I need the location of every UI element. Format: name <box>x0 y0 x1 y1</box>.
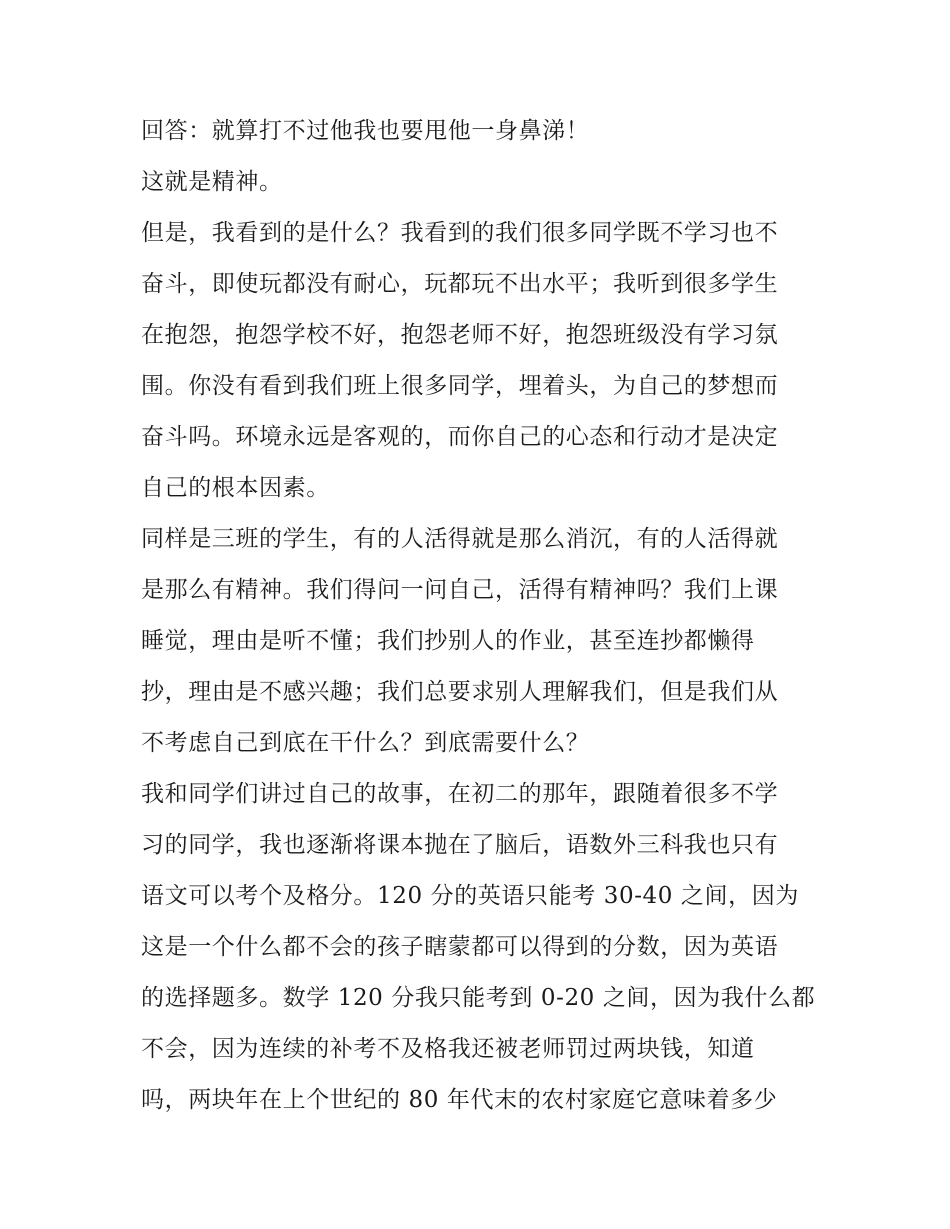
text-line: 吗，两块年在上个世纪的 80 年代末的农村家庭它意味着多少 <box>141 1087 778 1113</box>
text-line: 自己的根本因素。 <box>141 475 330 501</box>
text-line: 回答：就算打不过他我也要甩他一身鼻涕！ <box>141 118 590 144</box>
text-line: 睡觉，理由是听不懂；我们抄别人的作业，甚至连抄都懒得 <box>141 628 755 654</box>
text-line: 习的同学，我也逐渐将课本抛在了脑后，语数外三科我也只有 <box>141 832 779 858</box>
text-line: 语文可以考个及格分。120 分的英语只能考 30-40 之间，因为 <box>141 883 799 909</box>
text-line: 在抱怨，抱怨学校不好，抱怨老师不好，抱怨班级没有学习氛 <box>141 322 779 348</box>
text-line: 奋斗吗。环境永远是客观的，而你自己的心态和行动才是决定 <box>141 424 779 450</box>
text-line: 同样是三班的学生，有的人活得就是那么消沉，有的人活得就 <box>141 526 779 552</box>
text-line: 这就是精神。 <box>141 169 283 195</box>
text-line: 这是一个什么都不会的孩子瞎蒙都可以得到的分数，因为英语 <box>141 934 779 960</box>
text-line: 抄，理由是不感兴趣；我们总要求别人理解我们，但是我们从 <box>141 679 779 705</box>
text-line: 但是，我看到的是什么？我看到的我们很多同学既不学习也不 <box>141 220 779 246</box>
text-line: 围。你没有看到我们班上很多同学，埋着头，为自己的梦想而 <box>141 373 779 399</box>
text-line: 不会，因为连续的补考不及格我还被老师罚过两块钱，知道 <box>141 1036 755 1062</box>
document-body <box>141 106 816 1126</box>
text-line: 我和同学们讲过自己的故事，在初二的那年，跟随着很多不学 <box>141 781 779 807</box>
text-line: 不考虑自己到底在干什么？到底需要什么？ <box>141 730 590 756</box>
text-line: 是那么有精神。我们得问一问自己，活得有精神吗？我们上课 <box>141 577 779 603</box>
text-line: 奋斗，即使玩都没有耐心，玩都玩不出水平；我听到很多学生 <box>141 271 779 297</box>
text-line: 的选择题多。数学 120 分我只能考到 0-20 之间，因为我什么都 <box>141 985 816 1011</box>
